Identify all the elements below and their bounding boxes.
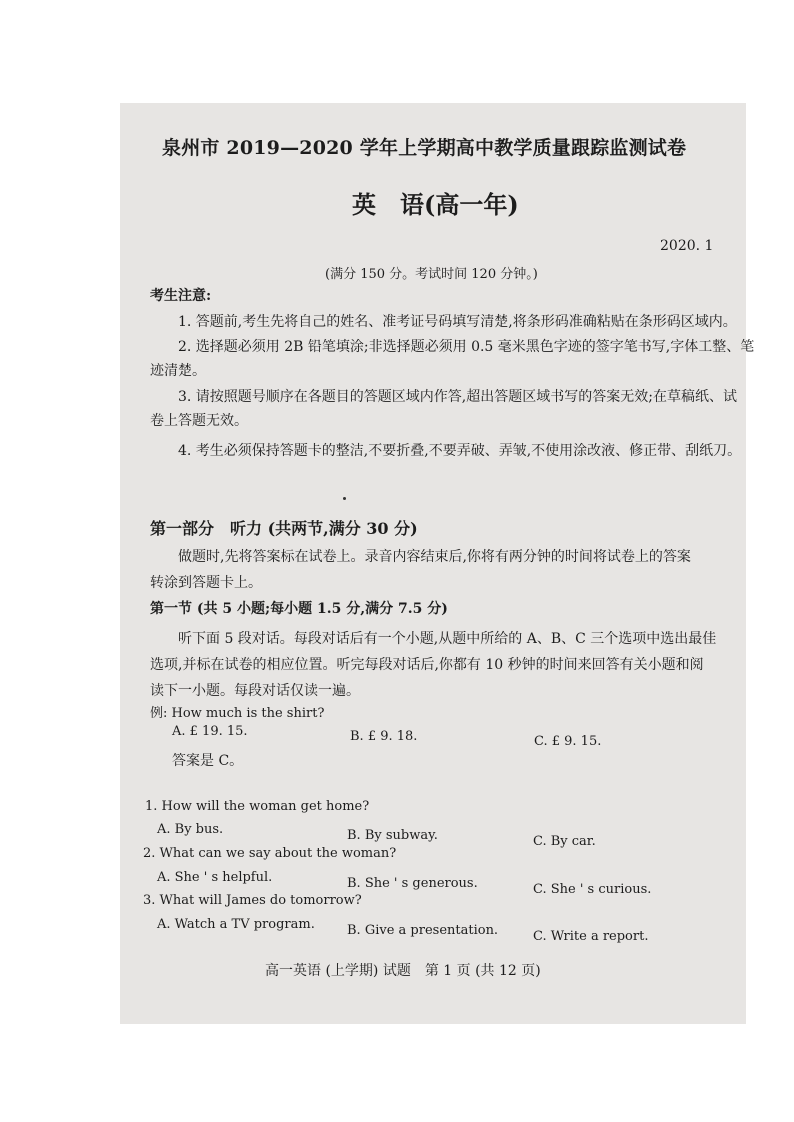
score-note: (满分 150 分。考试时间 120 分钟。) (325, 267, 538, 282)
question-3: 3. What will James do tomorrow? (143, 893, 362, 908)
q1-option-c: C. By car. (533, 834, 596, 849)
question-1: 1. How will the woman get home? (145, 799, 370, 814)
q2-option-a: A. She ' s helpful. (157, 870, 273, 885)
exam-title: 泉州市 2019—2020 学年上学期高中教学质量跟踪监测试卷 (162, 137, 687, 159)
question-2: 2. What can we say about the woman? (143, 846, 397, 861)
q3-option-a: A. Watch a TV program. (157, 917, 315, 932)
notice-item-2-cont: 迹清楚。 (150, 363, 206, 379)
part1-heading: 第一部分 听力 (共两节,满分 30 分) (150, 519, 418, 538)
notice-item-4: 4. 考生必须保持答题卡的整洁,不要折叠,不要弄破、弄皱,不使用涂改液、修正带、刮纸刀。 (178, 443, 742, 459)
example-option-a: A. £ 19. 15. (172, 724, 248, 739)
q2-option-b: B. She ' s generous. (347, 876, 478, 891)
exam-date: 2020. 1 (660, 238, 714, 254)
page-footer: 高一英语 (上学期) 试题 第 1 页 (共 12 页) (265, 963, 541, 979)
section1-directions-3: 读下一小题。每段对话仅读一遍。 (150, 683, 360, 699)
example-option-c: C. £ 9. 15. (534, 734, 602, 749)
part1-intro-cont: 转涂到答题卡上。 (150, 575, 262, 591)
notice-heading: 考生注意: (150, 288, 212, 304)
notice-item-2: 2. 选择题必须用 2B 铅笔填涂;非选择题必须用 0.5 毫米黑色字迹的签字笔书写,字体工整、笔 (178, 339, 755, 355)
example-question: 例: How much is the shirt? (150, 706, 325, 721)
section1-directions: 听下面 5 段对话。每段对话后有一个小题,从题中所给的 A、B、C 三个选项中选出最佳 (178, 631, 717, 647)
example-option-b: B. £ 9. 18. (350, 729, 418, 744)
notice-item-3-cont: 卷上答题无效。 (150, 413, 248, 429)
part1-intro: 做题时,先将答案标在试卷上。录音内容结束后,你将有两分钟的时间将试卷上的答案 (178, 549, 691, 565)
notice-item-3: 3. 请按照题号顺序在各题目的答题区域内作答,超出答题区域书写的答案无效;在草稿纸、试 (178, 389, 737, 405)
q3-option-c: C. Write a report. (533, 929, 649, 944)
q2-option-c: C. She ' s curious. (533, 882, 652, 897)
q1-option-b: B. By subway. (347, 828, 438, 843)
q1-option-a: A. By bus. (157, 822, 224, 837)
q3-option-b: B. Give a presentation. (347, 923, 499, 938)
section1-heading: 第一节 (共 5 小题;每小题 1.5 分,满分 7.5 分) (150, 601, 448, 617)
exam-subtitle: 英 语(高一年) (352, 190, 519, 219)
speck (343, 497, 346, 500)
example-answer: 答案是 C。 (172, 753, 244, 769)
notice-item-1: 1. 答题前,考生先将自己的姓名、准考证号码填写清楚,将条形码准确粘贴在条形码区域内。 (178, 314, 737, 330)
section1-directions-2: 选项,并标在试卷的相应位置。听完每段对话后,你都有 10 秒钟的时间来回答有关小题和阅 (150, 657, 704, 673)
